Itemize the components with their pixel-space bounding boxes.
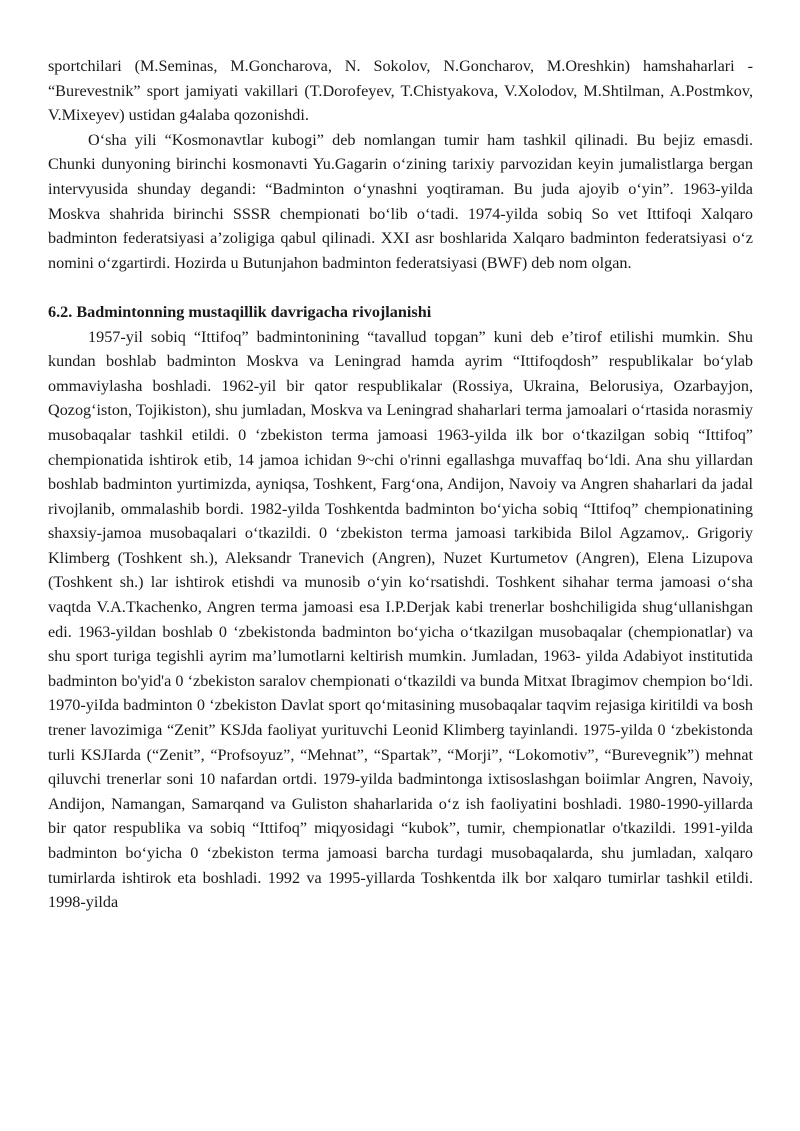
paragraph-section-body: 1957-yil sobiq “Ittifoq” badmintonining “tavallud topgan” kuni deb e’tirof etilishi mumkin. Shu kundan boshlab badminton Moskva va Leningrad hamda ayrim “Ittifoqdosh” respublikalar bo‘ylab ommaviylasha boshladi. 1962-yil bir qator respublikalar (Rossiya, Ukraina, Belorusiya, Ozarbayjon, Qozog‘iston, Tojikiston), shu jumladan, Moskva va Leningrad shaharlari terma jamoalari o‘rtasida norasmiy musobaqalar tashkil etildi. 0 ‘zbekiston terma jamoasi 1963-yilda ilk bor o‘tkazilgan sobiq “Ittifoq” chempionatida ishtirok etib, 14 jamoa ichidan 9~chi o'rinni egallashga muvaffaq bo‘ldi. Ana shu yillardan boshlab badminton yurtimizda, ayniqsa, Toshkent, Farg‘ona, Andijon, Navoiy va Angren shaharlari da jadal rivojlanib, ommalashib bordi. 1982-yilda Toshkentda badminton bo‘yicha sobiq “Ittifoq” chempionatining shaxsiy-jamoa musobaqalari o‘tkazildi. 0 ‘zbekiston terma jamoasi tarkibida Bilol Agzamov,. Grigoriy Klimberg (Toshkent sh.), Aleksandr Tranevich (Angren), Nuzet Kurtumetov (Angren), Elena Lizupova (Toshkent sh.) lar ishtirok etishdi va munosib o‘yin ko‘rsatishdi. Toshkent sihahar terma jamoasi o‘sha vaqtda V.A.Tkachenko, Angren terma jamoasi esa I.P.Derjak kabi trenerlar boshchiligida shug‘ullanishgan edi. 1963-yildan boshlab 0 ‘zbekistonda badminton bo‘yicha o‘tkazilgan musobaqalar (chempionatlar) va shu sport turiga tegishli ayrim ma’lumotlarni keltirish mumkin. Jumladan, 1963- yilda Adabiyot institutida badminton bo'yid'a 0 ‘zbekiston saralov chempionati o‘tkazildi va bunda Mitxat Ibragimov chempion bo‘ldi. 1970-yiIda badminton 0 ‘zbekiston Davlat sport qo‘mitasining musobaqalar taqvim rejasiga kiritildi va bosh trener lavozimiga “Zenit” KSJda faoliyat yurituvchi Leonid Klimberg tayinlandi. 1975-yilda 0 ‘zbekistonda turli KSJIarda (“Zenit”, “Profsoyuz”, “Mehnat”, “Spartak”, “Morji”, “Lokomotiv”, “Burevegnik”) mehnat qiluvchi trenerlar soni 10 nafardan ortdi. 1979-yilda badmintonga ixtisoslashgan boiimlar Angren, Navoiy, Andijon, Namangan, Samarqand va Guliston shaharlarida o‘z ish faoliyatini boshladi. 1980-1990-yillarda bir qator respublika va sobiq “Ittifoq” miqyosidagi “kubok”, tumir, chempionatlar o'tkazildi. 1991-yilda badminton bo‘yicha 0 ‘zbekiston terma jamoasi barcha turdagi musobaqalarda, shu jumladan, xalqaro tumirlarda ishtirok eta boshladi. 1992 va 1995-yillarda Toshkentda ilk bor xalqaro tumirlar tashkil etildi. 1998-yilda xyxy=(48,327,753,912)
paragraph-continuation: sportchilari (M.Seminas, M.Goncharova, N. Sokolov, N.Goncharov, M.Oreshkin) hamshaharlari - “Burevestnik” sport jamiyati vakillari (T.Dorofeyev, T.Chistyakova, V.Xolodov, M.Shtilman, A.Postmkov, V.Mixeyev) ustidan g4alaba qozonishdi. xyxy=(48,57,753,125)
document-page xyxy=(48,54,753,915)
section-heading: 6.2. Badmintonning mustaqillik davrigacha rivojlanishi xyxy=(48,302,432,321)
paragraph-kosmonavtlar: O‘sha yili “Kosmonavtlar kubogi” deb nomlangan tumir ham tashkil qilinadi. Bu bejiz emasdi. Chunki dunyoning birinchi kosmonavti Yu.Gagarin o‘zining tarixiy parvozidan keyin jumalistlarga bergan intervyusida shunday degandi: “Badminton o‘ynashni yoqtiraman. Bu juda ajoyib o‘yin”. 1963-yilda Moskva shahrida birinchi SSSR chempionati bo‘lib o‘tadi. 1974-yilda sobiq So vet Ittifoqi Xalqaro badminton federatsiyasi a’zoligiga qabul qilinadi. XXI asr boshlarida Xalqaro badminton federatsiyasi o‘z nomini o‘zgartirdi. Hozirda u Butunjahon badminton federatsiyasi (BWF) deb nom olgan. xyxy=(48,130,753,272)
